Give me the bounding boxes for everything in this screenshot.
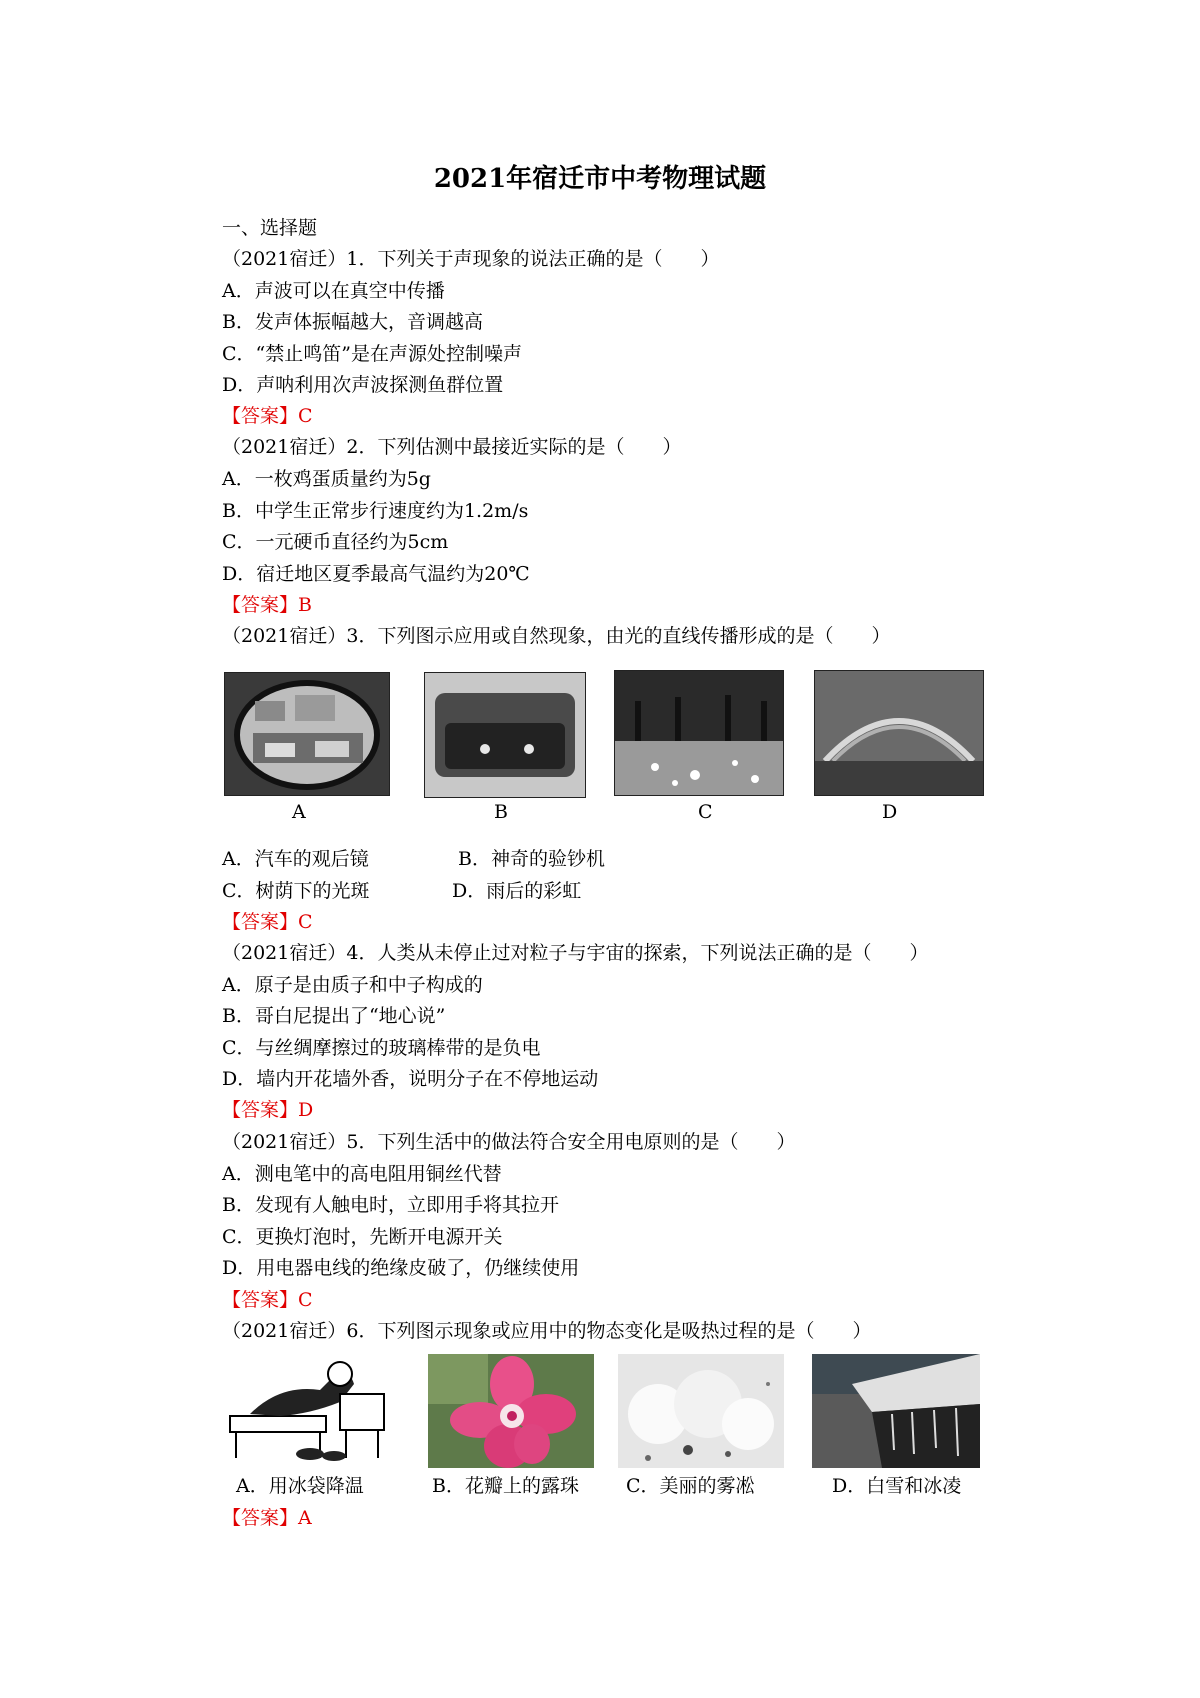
question-5-stem: （2021宿迁）5．下列生活中的做法符合安全用电原则的是（ ）: [222, 1131, 796, 1153]
question-1-stem: （2021宿迁）1．下列关于声现象的说法正确的是（ ）: [222, 248, 720, 270]
question-1-option-c: C．“禁止鸣笛”是在声源处控制噪声: [222, 343, 522, 365]
question-3-option-d: D．雨后的彩虹: [452, 880, 582, 902]
rime-image: [618, 1354, 784, 1468]
question-4-stem: （2021宿迁）4．人类从未停止过对粒子与宇宙的探索，下列说法正确的是（ ）: [222, 942, 929, 964]
dew-on-petal-image: [428, 1354, 594, 1468]
image-label-d: D: [882, 801, 898, 823]
image-caption-b: B．花瓣上的露珠: [432, 1475, 579, 1497]
section-heading: 一、选择题: [222, 217, 318, 239]
question-3-stem: （2021宿迁）3．下列图示应用或自然现象，由光的直线传播形成的是（ ）: [222, 625, 891, 647]
question-1-option-b: B．发声体振幅越大，音调越高: [222, 311, 483, 333]
page-title: 2021年宿迁市中考物理试题: [433, 164, 767, 194]
question-3-option-c: C．树荫下的光斑: [222, 880, 370, 902]
question-5-option-b: B．发现有人触电时，立即用手将其拉开: [222, 1194, 559, 1216]
question-2-option-b: B．中学生正常步行速度约为1.2m/s: [222, 500, 529, 522]
ice-bag-cartoon-image: [220, 1354, 396, 1468]
question-2-option-d: D．宿迁地区夏季最高气温约为20℃: [222, 563, 530, 585]
rearview-mirror-image: [224, 672, 390, 796]
question-2-stem: （2021宿迁）2．下列估测中最接近实际的是（ ）: [222, 436, 682, 458]
question-5-option-d: D．用电器电线的绝缘皮破了，仍继续使用: [222, 1257, 580, 1279]
question-3-option-a: A．汽车的观后镜: [222, 848, 369, 870]
question-3-answer: 【答案】C: [222, 911, 313, 933]
question-2-answer: 【答案】B: [222, 594, 312, 616]
question-4-option-d: D．墙内开花墙外香，说明分子在不停地运动: [222, 1068, 599, 1090]
image-label-b: B: [494, 801, 508, 823]
question-4-option-b: B．哥白尼提出了“地心说”: [222, 1005, 446, 1027]
question-1-option-a: A．声波可以在真空中传播: [222, 280, 445, 302]
image-label-a: A: [292, 801, 306, 823]
image-caption-a: A．用冰袋降温: [236, 1475, 364, 1497]
question-4-option-a: A．原子是由质子和中子构成的: [222, 974, 483, 996]
image-caption-d: D．白雪和冰凌: [832, 1475, 962, 1497]
question-2-option-a: A．一枚鸡蛋质量约为5g: [222, 468, 431, 490]
question-3-option-b: B．神奇的验钞机: [458, 848, 605, 870]
question-1-answer: 【答案】C: [222, 405, 313, 427]
tree-shade-image: [614, 670, 784, 796]
rainbow-image: [814, 670, 984, 796]
image-caption-c: C．美丽的雾凇: [626, 1475, 755, 1497]
question-1-option-d: D．声呐利用次声波探测鱼群位置: [222, 374, 504, 396]
question-6-stem: （2021宿迁）6．下列图示现象或应用中的物态变化是吸热过程的是（ ）: [222, 1320, 872, 1342]
question-2-option-c: C．一元硬币直径约为5cm: [222, 531, 449, 553]
question-6-answer: 【答案】A: [222, 1507, 312, 1529]
question-5-answer: 【答案】C: [222, 1289, 313, 1311]
question-5-option-a: A．测电笔中的高电阻用铜丝代替: [222, 1163, 502, 1185]
snow-icicle-image: [812, 1354, 980, 1468]
money-detector-image: [424, 672, 586, 798]
question-5-option-c: C．更换灯泡时，先断开电源开关: [222, 1226, 503, 1248]
question-4-option-c: C．与丝绸摩擦过的玻璃棒带的是负电: [222, 1037, 541, 1059]
question-4-answer: 【答案】D: [222, 1099, 314, 1121]
image-label-c: C: [698, 801, 713, 823]
